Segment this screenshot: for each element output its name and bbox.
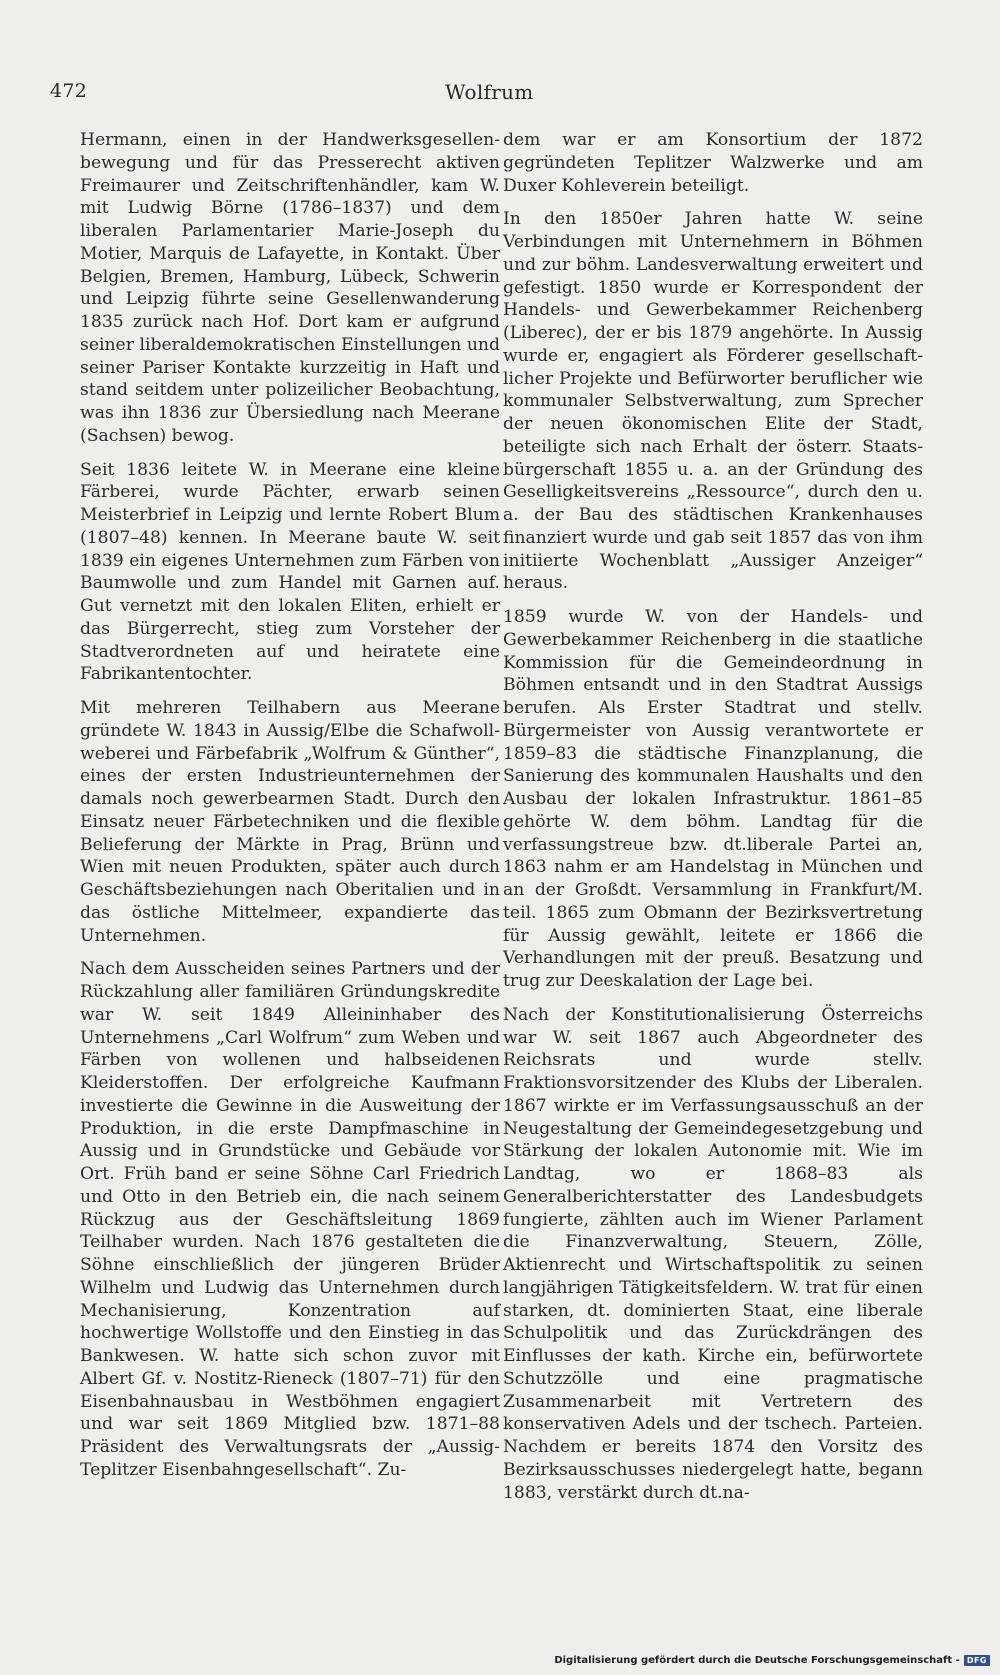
dfg-logo-icon: DFG	[964, 1655, 990, 1666]
paragraph: Nach dem Ausscheiden seines Partners und der Rückzahlung aller familiären Gründungskredite war W. seit 1849 Alleininhaber des Unternehmens „Carl Wolfrum“ zum Weben und Färben von wollenen und halbseidenen Kleiderstoffen. Der erfolgreiche Kaufmann investierte die Gewinne in die Ausweitung der Produktion, in die erste Dampfmaschine in Aussig und in Grundstücke und Gebäude vor Ort. Früh band er seine Söhne Carl Friedrich und Otto in den Betrieb ein, die nach seinem Rückzug aus der Geschäftsleitung 1869 Teilhaber wurden. Nach 1876 gestalteten die Söhne einschließlich der jüngeren Brüder Wilhelm und Ludwig das Unternehmen durch Mechanisierung, Konzentration auf hochwertige Wollstoffe und den Einstieg in das Bankwesen. W. hatte sich schon zuvor mit Albert Gf. v. Nostitz-Rieneck (1807–71) für den Eisenbahnausbau in Westböhmen engagiert und war seit 1869 Mitglied bzw. 1871–88 Präsident des Verwaltungsrats der „Aussig-Teplitzer Eisenbahngesellschaft“. Zu-	[80, 959, 500, 1480]
paragraph: Mit mehreren Teilhabern aus Meerane gründete W. 1843 in Aussig/Elbe die Schafwollweberei und Färbefabrik „Wolfrum & Günther“, eines der ersten Industrieunternehmen der damals noch gewerbearmen Stadt. Durch den Einsatz neuer Färbetechniken und die flexible Belieferung der Märkte in Prag, Brünn und Wien mit neuen Produkten, später auch durch Geschäftsbeziehungen nach Oberitalien und in das östliche Mittelmeer, expandierte das Unternehmen.	[80, 698, 500, 946]
digitization-credit	[554, 1655, 990, 1666]
running-head: Wolfrum	[445, 80, 534, 104]
credit-text: Digitalisierung gefördert durch die Deutsche Forschungsgemeinschaft -	[554, 1655, 960, 1666]
page-number: 472	[50, 80, 88, 102]
paragraph: In den 1850er Jahren hatte W. seine Verbindungen mit Unternehmern in Böhmen und zur böhm. Landesverwaltung erweitert und gefestigt. 1850 wurde er Korrespondent der Handels- und Gewerbekammer Reichenberg (Liberec), der er bis 1879 angehörte. In Aussig wurde er, engagiert als Förderer gesellschaftlicher Projekte und Befürworter beruflicher wie kommunaler Selbstverwaltung, zum Sprecher der neuen ökonomischen Elite der Stadt, beteiligte sich nach Erhalt der österr. Staatsbürgerschaft 1855 u. a. an der Gründung des Geselligkeitsvereins „Ressource“, durch den u. a. der Bau des städtischen Krankenhauses finanziert wurde und gab seit 1857 das von ihm initiierte Wochenblatt „Aussiger Anzeiger“ heraus.	[503, 209, 923, 594]
paragraph: Hermann, einen in der Handwerksgesellenbewegung und für das Presserecht aktiven Freimaurer und Zeitschriftenhändler, kam W. mit Ludwig Börne (1786–1837) und dem liberalen Parlamentarier Marie-Joseph du Motier, Marquis de Lafayette, in Kontakt. Über Belgien, Bremen, Hamburg, Lübeck, Schwerin und Leipzig führte seine Gesellenwanderung 1835 zurück nach Hof. Dort kam er aufgrund seiner liberaldemokratischen Einstellungen und seiner Pariser Kontakte kurzzeitig in Haft und stand seitdem unter polizeilicher Beobachtung, was ihn 1836 zur Übersiedlung nach Meerane (Sachsen) bewog.	[80, 130, 500, 446]
left-column	[80, 129, 500, 1493]
right-column	[503, 129, 923, 1515]
paragraph: Seit 1836 leitete W. in Meerane eine kleine Färberei, wurde Pächter, erwarb seinen Meisterbrief in Leipzig und lernte Robert Blum (1807–48) kennen. In Meerane baute W. seit 1839 ein eigenes Unternehmen zum Färben von Baumwolle und zum Handel mit Garnen auf. Gut vernetzt mit den lokalen Eliten, erhielt er das Bürgerrecht, stieg zum Vorsteher der Stadtverordneten auf und heiratete eine Fabrikantentochter.	[80, 459, 500, 685]
paragraph: dem war er am Konsortium der 1872 gegründeten Teplitzer Walzwerke und am Duxer Kohleverein beteiligt.	[503, 130, 923, 196]
paragraph: Nach der Konstitutionalisierung Österreichs war W. seit 1867 auch Abgeordneter des Reichsrats und wurde stellv. Fraktionsvorsitzender des Klubs der Liberalen. 1867 wirkte er im Verfassungsausschuß an der Neugestaltung der Gemeindegesetzgebung und Stärkung der lokalen Autonomie mit. Wie im Landtag, wo er 1868–83 als Generalberichterstatter des Landesbudgets fungierte, zählten auch im Wiener Parlament die Finanzverwaltung, Steuern, Zölle, Aktienrecht und Wirtschaftspolitik zu seinen langjährigen Tätigkeitsfeldern. W. trat für einen starken, dt. dominierten Staat, eine liberale Schulpolitik und das Zurückdrängen des Einflusses der kath. Kirche ein, befürwortete Schutzzölle und eine pragmatische Zusammenarbeit mit Vertretern des konservativen Adels und der tschech. Parteien. Nachdem er bereits 1874 den Vorsitz des Bezirksausschusses niedergelegt hatte, begann 1883, verstärkt durch dt.na-	[503, 1004, 923, 1503]
paragraph: 1859 wurde W. von der Handels- und Gewerbekammer Reichenberg in die staatliche Kommission für die Gemeindeordnung in Böhmen entsandt und in den Stadtrat Aussigs berufen. Als Erster Stadtrat und stellv. Bürgermeister von Aussig verantwortete er 1859–83 die städtische Finanzplanung, die Sanierung des kommunalen Haushalts und den Ausbau der lokalen Infrastruktur. 1861–85 gehörte W. dem böhm. Landtag für die verfassungstreue bzw. dt.liberale Partei an, 1863 nahm er am Handelstag in München und an der Großdt. Versammlung in Frankfurt/M. teil. 1865 zum Obmann der Bezirksvertretung für Aussig gewählt, leitete er 1866 die Verhandlungen mit der preuß. Besatzung und trug zur Deeskalation der Lage bei.	[503, 607, 923, 991]
